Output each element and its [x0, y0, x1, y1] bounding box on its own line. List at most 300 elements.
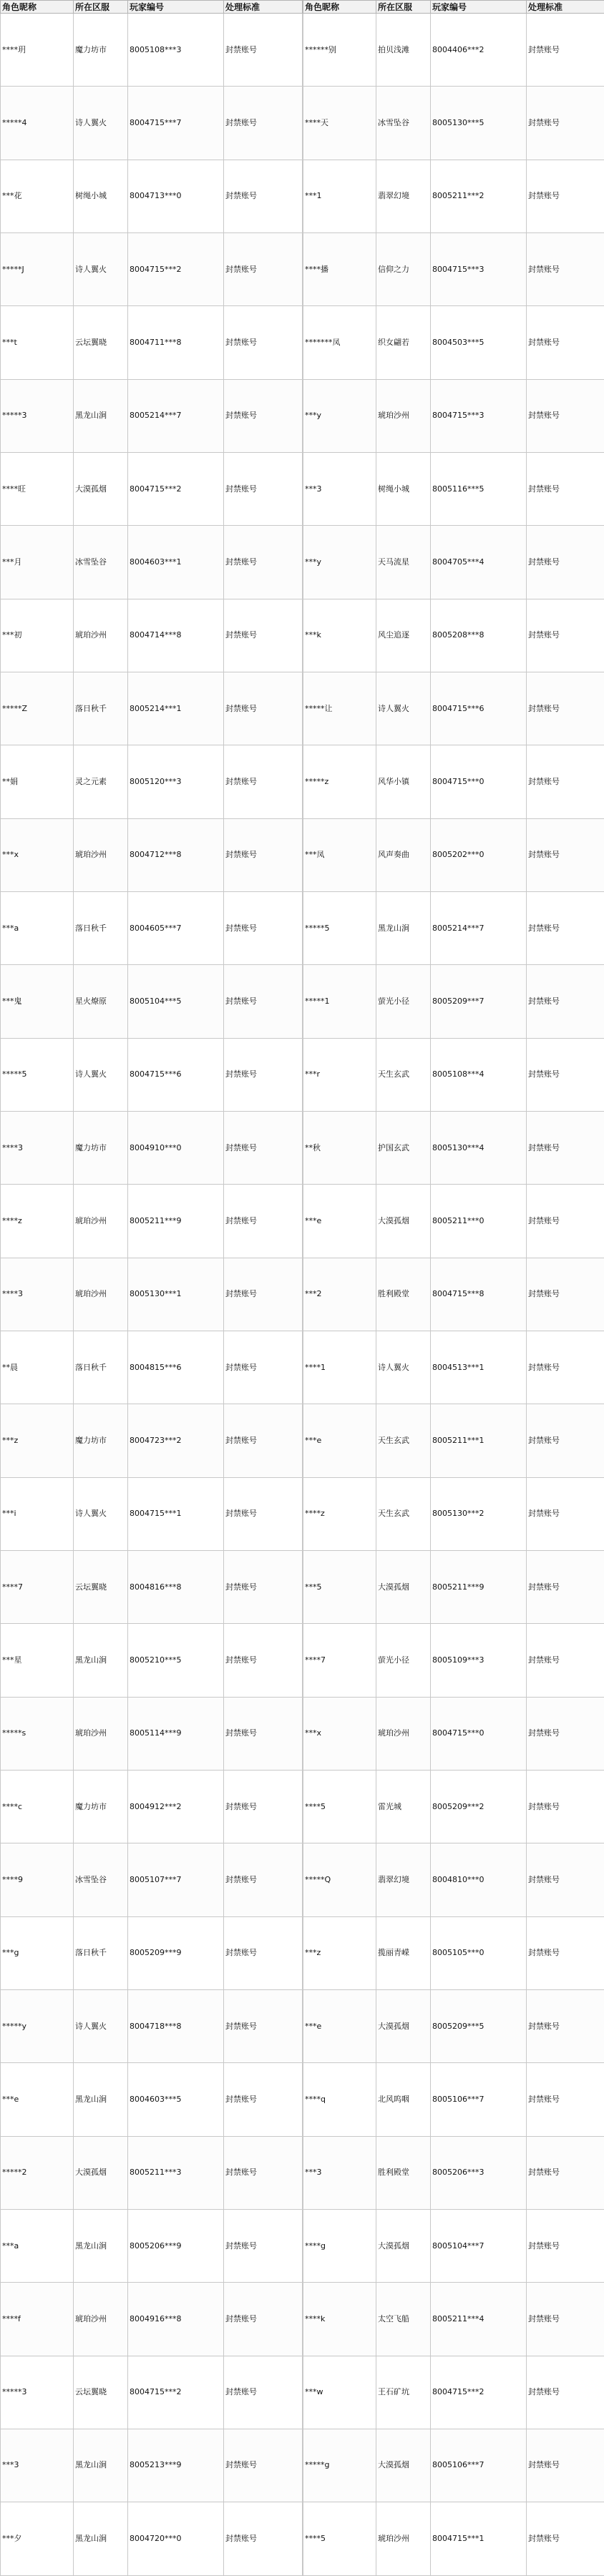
cell-server: 冰雪坠谷 — [74, 1843, 128, 1916]
cell-action: 封禁账号 — [224, 818, 303, 891]
cell-player-id: 8005106***7 — [431, 2063, 527, 2136]
cell-action: 封禁账号 — [527, 1550, 604, 1623]
table-row — [1, 672, 303, 745]
table-row — [1, 965, 303, 1038]
cell-nickname: ***r — [303, 1038, 376, 1111]
cell-server: 魔力坊市 — [74, 1111, 128, 1184]
cell-server: 太空飞船 — [376, 2283, 431, 2356]
table-row — [1, 1185, 303, 1258]
cell-server: 琥珀沙州 — [376, 1697, 431, 1770]
cell-nickname: ****玥 — [1, 14, 74, 87]
cell-server: 风声奏曲 — [376, 818, 431, 891]
table-row — [1, 2356, 303, 2429]
table-row — [303, 1404, 604, 1477]
cell-action: 封禁账号 — [224, 1770, 303, 1843]
table-row — [303, 452, 604, 525]
cell-player-id: 8005130***2 — [431, 1477, 527, 1550]
cell-action: 封禁账号 — [224, 2063, 303, 2136]
cell-player-id: 8005213***9 — [128, 2429, 224, 2502]
table-row — [303, 965, 604, 1038]
cell-server: 大漠孤烟 — [376, 1989, 431, 2062]
cell-nickname: ******别 — [303, 14, 376, 87]
cell-nickname: ***3 — [303, 452, 376, 525]
header-nickname: 角色昵称 — [1, 1, 74, 14]
table-row — [303, 599, 604, 672]
cell-player-id: 8004715***1 — [431, 2502, 527, 2576]
table-row — [1, 1550, 303, 1623]
cell-server: 云坛翼晓 — [74, 2356, 128, 2429]
cell-server: 风华小镇 — [376, 745, 431, 818]
table-row — [1, 1624, 303, 1697]
cell-player-id: 8004715***1 — [128, 1477, 224, 1550]
table-row — [303, 2356, 604, 2429]
cell-nickname: ***2 — [303, 1258, 376, 1331]
cell-action: 封禁账号 — [224, 452, 303, 525]
cell-nickname: ****z — [1, 1185, 74, 1258]
cell-action: 封禁账号 — [527, 379, 604, 452]
table-row — [303, 818, 604, 891]
cell-player-id: 8004715***0 — [431, 1697, 527, 1770]
cell-player-id: 8005114***9 — [128, 1697, 224, 1770]
cell-nickname: ****1 — [303, 1331, 376, 1404]
cell-player-id: 8004715***6 — [431, 672, 527, 745]
table-row — [1, 452, 303, 525]
table-row — [303, 87, 604, 160]
cell-server: 树绳小城 — [376, 452, 431, 525]
table-row — [1, 1770, 303, 1843]
cell-player-id: 8005209***2 — [431, 1770, 527, 1843]
cell-nickname: ****7 — [303, 1624, 376, 1697]
cell-server: 诗人翼火 — [74, 232, 128, 305]
cell-player-id: 8004715***2 — [431, 2356, 527, 2429]
cell-server: 诗人翼火 — [74, 1038, 128, 1111]
table-row — [303, 1697, 604, 1770]
table-row — [303, 1843, 604, 1916]
cell-action: 封禁账号 — [527, 14, 604, 87]
cell-nickname: ***1 — [303, 160, 376, 232]
cell-server: 黑龙山涧 — [74, 2209, 128, 2282]
table-row — [303, 14, 604, 87]
cell-player-id: 8005130***1 — [128, 1258, 224, 1331]
table-row — [1, 2136, 303, 2209]
table-row — [1, 1843, 303, 1916]
cell-nickname: ***凤 — [303, 818, 376, 891]
cell-server: 落日秋千 — [74, 891, 128, 964]
table-row — [303, 1258, 604, 1331]
cell-action: 封禁账号 — [224, 1697, 303, 1770]
cell-player-id: 8005104***7 — [431, 2209, 527, 2282]
cell-player-id: 8005211***9 — [128, 1185, 224, 1258]
cell-server: 萤光小径 — [376, 1624, 431, 1697]
header-action: 处理标准 — [224, 1, 303, 14]
cell-action: 封禁账号 — [527, 2209, 604, 2282]
cell-nickname: ***x — [1, 818, 74, 891]
table-row — [303, 2502, 604, 2576]
cell-player-id: 8004603***5 — [128, 2063, 224, 2136]
cell-server: 灵之元素 — [74, 745, 128, 818]
cell-server: 黑龙山涧 — [74, 1624, 128, 1697]
cell-server: 大漠孤烟 — [376, 1550, 431, 1623]
cell-player-id: 8004715***6 — [128, 1038, 224, 1111]
cell-player-id: 8005108***4 — [431, 1038, 527, 1111]
cell-player-id: 8004720***0 — [128, 2502, 224, 2576]
cell-server: 诗人翼火 — [74, 87, 128, 160]
header-row — [1, 1, 303, 14]
cell-server: 琥珀沙州 — [74, 818, 128, 891]
cell-server: 诗人翼火 — [74, 1477, 128, 1550]
cell-nickname: **秋 — [303, 1111, 376, 1184]
cell-player-id: 8005211***0 — [431, 1185, 527, 1258]
cell-player-id: 8004715***2 — [128, 452, 224, 525]
cell-nickname: ****5 — [303, 1770, 376, 1843]
cell-nickname: ***鬼 — [1, 965, 74, 1038]
cell-action: 封禁账号 — [527, 818, 604, 891]
table-row — [303, 306, 604, 379]
table-row — [303, 2136, 604, 2209]
cell-action: 封禁账号 — [224, 2283, 303, 2356]
cell-server: 揽丽青嵘 — [376, 1916, 431, 1989]
cell-nickname: ***e — [303, 1989, 376, 2062]
cell-player-id: 8005105***0 — [431, 1916, 527, 1989]
cell-server: 琥珀沙州 — [74, 1185, 128, 1258]
cell-nickname: ***e — [1, 2063, 74, 2136]
cell-action: 封禁账号 — [224, 672, 303, 745]
cell-player-id: 8004816***8 — [128, 1550, 224, 1623]
table-row — [303, 526, 604, 599]
cell-server: 落日秋千 — [74, 672, 128, 745]
cell-nickname: ***e — [303, 1185, 376, 1258]
table-row — [303, 1331, 604, 1404]
cell-player-id: 8005214***1 — [128, 672, 224, 745]
cell-player-id: 8004715***7 — [128, 87, 224, 160]
cell-action: 封禁账号 — [224, 1843, 303, 1916]
cell-server: 王石矿坑 — [376, 2356, 431, 2429]
cell-player-id: 8004603***1 — [128, 526, 224, 599]
table-row — [1, 232, 303, 305]
table-row — [1, 2063, 303, 2136]
cell-nickname: ***3 — [1, 2429, 74, 2502]
cell-action: 封禁账号 — [224, 1038, 303, 1111]
cell-nickname: *****3 — [1, 2356, 74, 2429]
cell-player-id: 8005209***7 — [431, 965, 527, 1038]
cell-server: 琥珀沙州 — [74, 1258, 128, 1331]
cell-server: 诗人翼火 — [376, 672, 431, 745]
cell-player-id: 8004406***2 — [431, 14, 527, 87]
cell-nickname: ***x — [303, 1697, 376, 1770]
header-player-id: 玩家编号 — [128, 1, 224, 14]
cell-server: 翡翠幻境 — [376, 1843, 431, 1916]
cell-nickname: ***i — [1, 1477, 74, 1550]
cell-action: 封禁账号 — [224, 2356, 303, 2429]
cell-server: 雷光城 — [376, 1770, 431, 1843]
cell-action: 封禁账号 — [224, 87, 303, 160]
cell-nickname: **晨 — [1, 1331, 74, 1404]
header-action: 处理标准 — [527, 1, 604, 14]
table-row — [1, 891, 303, 964]
cell-server: 拍贝浅滩 — [376, 14, 431, 87]
cell-player-id: 8005116***5 — [431, 452, 527, 525]
cell-action: 封禁账号 — [224, 1404, 303, 1477]
cell-server: 胜利殿堂 — [376, 1258, 431, 1331]
table-row — [303, 379, 604, 452]
cell-action: 封禁账号 — [224, 1331, 303, 1404]
cell-player-id: 8005202***0 — [431, 818, 527, 891]
cell-nickname: ***z — [303, 1916, 376, 1989]
table-row — [303, 1770, 604, 1843]
table-row — [1, 599, 303, 672]
cell-action: 封禁账号 — [527, 1185, 604, 1258]
cell-action: 封禁账号 — [224, 1185, 303, 1258]
cell-server: 翡翠幻境 — [376, 160, 431, 232]
cell-action: 封禁账号 — [224, 14, 303, 87]
table-row — [1, 1111, 303, 1184]
cell-nickname: ***3 — [303, 2136, 376, 2209]
cell-server: 天生玄武 — [376, 1404, 431, 1477]
cell-server: 星火燎原 — [74, 965, 128, 1038]
cell-server: 琥珀沙州 — [74, 599, 128, 672]
cell-action: 封禁账号 — [527, 599, 604, 672]
cell-action: 封禁账号 — [527, 306, 604, 379]
cell-server: 大漠孤烟 — [376, 2429, 431, 2502]
cell-nickname: ***g — [1, 1916, 74, 1989]
cell-player-id: 8005211***4 — [431, 2283, 527, 2356]
cell-action: 封禁账号 — [224, 1258, 303, 1331]
cell-action: 封禁账号 — [224, 1111, 303, 1184]
cell-action: 封禁账号 — [224, 1989, 303, 2062]
cell-player-id: 8005106***7 — [431, 2429, 527, 2502]
cell-nickname: ****q — [303, 2063, 376, 2136]
table-row — [1, 2283, 303, 2356]
cell-server: 北风呜咽 — [376, 2063, 431, 2136]
table-row — [1, 1989, 303, 2062]
cell-action: 封禁账号 — [527, 1770, 604, 1843]
cell-player-id: 8004715***2 — [128, 2356, 224, 2429]
cell-nickname: ***a — [1, 891, 74, 964]
cell-action: 封禁账号 — [224, 160, 303, 232]
cell-action: 封禁账号 — [224, 232, 303, 305]
cell-action: 封禁账号 — [527, 891, 604, 964]
cell-action: 封禁账号 — [527, 1331, 604, 1404]
table-row — [303, 1111, 604, 1184]
table-row — [1, 1404, 303, 1477]
cell-action: 封禁账号 — [224, 599, 303, 672]
cell-player-id: 8004910***0 — [128, 1111, 224, 1184]
cell-server: 风尘追逐 — [376, 599, 431, 672]
cell-server: 黑龙山涧 — [74, 2502, 128, 2576]
cell-server: 信仰之力 — [376, 232, 431, 305]
cell-action: 封禁账号 — [527, 745, 604, 818]
cell-nickname: ***夕 — [1, 2502, 74, 2576]
cell-server: 魔力坊市 — [74, 14, 128, 87]
cell-action: 封禁账号 — [527, 1404, 604, 1477]
cell-action: 封禁账号 — [527, 2429, 604, 2502]
cell-nickname: *****y — [1, 1989, 74, 2062]
cell-player-id: 8005206***3 — [431, 2136, 527, 2209]
cell-nickname: ****播 — [303, 232, 376, 305]
table-row — [303, 1185, 604, 1258]
cell-nickname: ***a — [1, 2209, 74, 2282]
table-row — [303, 891, 604, 964]
table-row — [303, 160, 604, 232]
cell-action: 封禁账号 — [224, 306, 303, 379]
cell-action: 封禁账号 — [527, 1258, 604, 1331]
table-row — [1, 1331, 303, 1404]
cell-action: 封禁账号 — [224, 2502, 303, 2576]
cell-nickname: ****c — [1, 1770, 74, 1843]
cell-nickname: **娟 — [1, 745, 74, 818]
table-row — [1, 818, 303, 891]
cell-server: 落日秋千 — [74, 1331, 128, 1404]
cell-server: 大漠孤烟 — [376, 2209, 431, 2282]
table-row — [303, 1916, 604, 1989]
cell-nickname: ***w — [303, 2356, 376, 2429]
cell-server: 萤光小径 — [376, 965, 431, 1038]
cell-player-id: 8004503***5 — [431, 306, 527, 379]
cell-player-id: 8005109***3 — [431, 1624, 527, 1697]
cell-nickname: ****9 — [1, 1843, 74, 1916]
cell-server: 护国玄武 — [376, 1111, 431, 1184]
cell-server: 天生玄武 — [376, 1038, 431, 1111]
table-row — [303, 1038, 604, 1111]
cell-nickname: ***k — [303, 599, 376, 672]
ban-list-table-right — [303, 0, 604, 2576]
table-row — [303, 1989, 604, 2062]
cell-player-id: 8004715***0 — [431, 745, 527, 818]
cell-action: 封禁账号 — [224, 1550, 303, 1623]
cell-nickname: ****3 — [1, 1111, 74, 1184]
cell-server: 冰雪坠谷 — [74, 526, 128, 599]
cell-action: 封禁账号 — [224, 1477, 303, 1550]
table-row — [303, 1477, 604, 1550]
cell-server: 天马流星 — [376, 526, 431, 599]
table-row — [1, 306, 303, 379]
header-nickname: 角色昵称 — [303, 1, 376, 14]
cell-nickname: *****J — [1, 232, 74, 305]
cell-action: 封禁账号 — [527, 1038, 604, 1111]
cell-player-id: 8005214***7 — [431, 891, 527, 964]
table-row — [1, 2429, 303, 2502]
cell-action: 封禁账号 — [527, 1916, 604, 1989]
cell-nickname: ****7 — [1, 1550, 74, 1623]
cell-nickname: ***初 — [1, 599, 74, 672]
cell-player-id: 8004815***6 — [128, 1331, 224, 1404]
cell-action: 封禁账号 — [527, 452, 604, 525]
cell-nickname: *****让 — [303, 672, 376, 745]
cell-server: 黑龙山涧 — [74, 2063, 128, 2136]
cell-action: 封禁账号 — [527, 1111, 604, 1184]
cell-player-id: 8004715***3 — [431, 379, 527, 452]
cell-nickname: ***星 — [1, 1624, 74, 1697]
cell-player-id: 8004715***2 — [128, 232, 224, 305]
cell-nickname: ***月 — [1, 526, 74, 599]
table-row — [1, 160, 303, 232]
header-player-id: 玩家编号 — [431, 1, 527, 14]
cell-action: 封禁账号 — [527, 2136, 604, 2209]
cell-server: 大漠孤烟 — [74, 452, 128, 525]
cell-action: 封禁账号 — [224, 1916, 303, 1989]
cell-nickname: ****3 — [1, 1258, 74, 1331]
header-server: 所在区服 — [74, 1, 128, 14]
cell-server: 胜利殿堂 — [376, 2136, 431, 2209]
cell-player-id: 8005108***3 — [128, 14, 224, 87]
cell-player-id: 8004912***2 — [128, 1770, 224, 1843]
cell-action: 封禁账号 — [527, 2063, 604, 2136]
table-row — [303, 672, 604, 745]
cell-nickname: *****z — [303, 745, 376, 818]
cell-server: 黑龙山涧 — [74, 379, 128, 452]
cell-action: 封禁账号 — [527, 1697, 604, 1770]
cell-server: 魔力坊市 — [74, 1770, 128, 1843]
cell-action: 封禁账号 — [224, 1624, 303, 1697]
cell-server: 大漠孤烟 — [74, 2136, 128, 2209]
cell-player-id: 8005214***7 — [128, 379, 224, 452]
cell-player-id: 8004713***0 — [128, 160, 224, 232]
cell-player-id: 8004718***8 — [128, 1989, 224, 2062]
table-row — [1, 1697, 303, 1770]
cell-server: 织女翩若 — [376, 306, 431, 379]
cell-action: 封禁账号 — [527, 526, 604, 599]
table-row — [1, 14, 303, 87]
cell-player-id: 8005211***3 — [128, 2136, 224, 2209]
cell-action: 封禁账号 — [224, 2209, 303, 2282]
cell-nickname: ****旺 — [1, 452, 74, 525]
cell-player-id: 8004712***8 — [128, 818, 224, 891]
cell-nickname: *******凤 — [303, 306, 376, 379]
cell-server: 天生玄武 — [376, 1477, 431, 1550]
table-row — [1, 2502, 303, 2576]
table-row — [303, 2429, 604, 2502]
cell-action: 封禁账号 — [527, 1477, 604, 1550]
cell-action: 封禁账号 — [527, 1843, 604, 1916]
cell-player-id: 8005208***8 — [431, 599, 527, 672]
cell-nickname: ***5 — [303, 1550, 376, 1623]
cell-action: 封禁账号 — [224, 745, 303, 818]
cell-player-id: 8005130***4 — [431, 1111, 527, 1184]
cell-nickname: ***花 — [1, 160, 74, 232]
cell-player-id: 8005209***5 — [431, 1989, 527, 2062]
header-server: 所在区服 — [376, 1, 431, 14]
cell-nickname: *****5 — [1, 1038, 74, 1111]
cell-player-id: 8004715***8 — [431, 1258, 527, 1331]
cell-nickname: *****s — [1, 1697, 74, 1770]
cell-server: 诗人翼火 — [376, 1331, 431, 1404]
cell-player-id: 8005130***5 — [431, 87, 527, 160]
table-row — [303, 232, 604, 305]
cell-nickname: ***y — [303, 526, 376, 599]
cell-server: 琥珀沙州 — [376, 2502, 431, 2576]
cell-server: 落日秋千 — [74, 1916, 128, 1989]
header-row — [303, 1, 604, 14]
table-row — [1, 526, 303, 599]
cell-server: 黑龙山涧 — [74, 2429, 128, 2502]
table-row — [1, 1258, 303, 1331]
cell-server: 大漠孤烟 — [376, 1185, 431, 1258]
cell-player-id: 8005206***9 — [128, 2209, 224, 2282]
cell-player-id: 8005104***5 — [128, 965, 224, 1038]
cell-nickname: *****5 — [303, 891, 376, 964]
cell-player-id: 8005107***7 — [128, 1843, 224, 1916]
cell-nickname: ***z — [1, 1404, 74, 1477]
table-row — [303, 2283, 604, 2356]
cell-server: 琥珀沙州 — [376, 379, 431, 452]
table-row — [1, 1916, 303, 1989]
cell-nickname: ***t — [1, 306, 74, 379]
cell-nickname: ***e — [303, 1404, 376, 1477]
cell-player-id: 8005120***3 — [128, 745, 224, 818]
cell-nickname: ****f — [1, 2283, 74, 2356]
table-row — [1, 2209, 303, 2282]
cell-server: 云坛翼晓 — [74, 306, 128, 379]
